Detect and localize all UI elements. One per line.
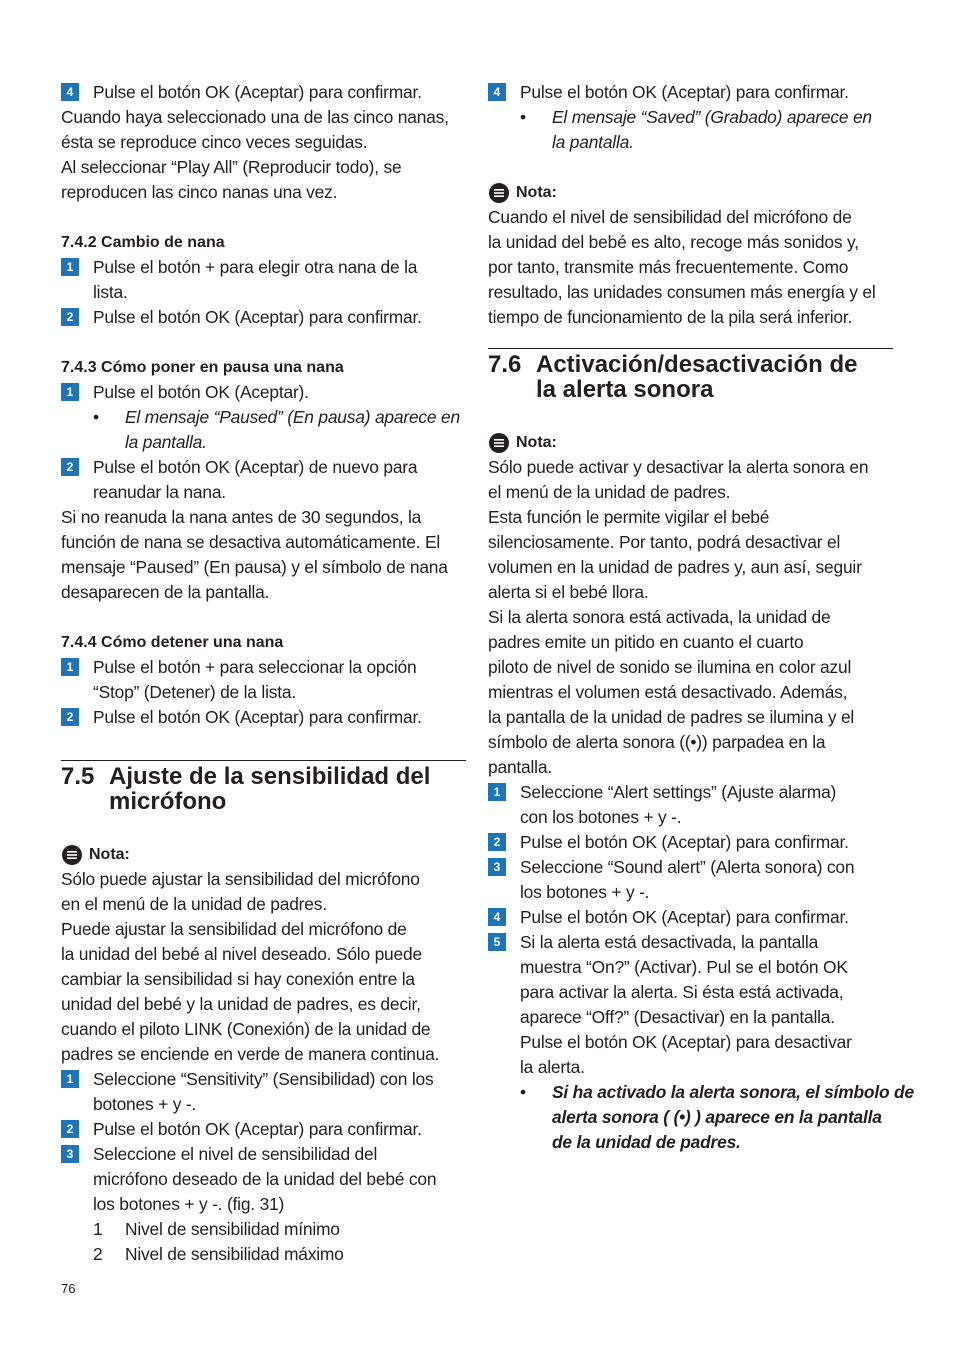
paragraph-line: Si no reanuda la nana antes de 30 segundos, la (61, 507, 422, 527)
right-column (488, 80, 914, 1155)
step-number-badge: 3 (488, 858, 506, 876)
step-number-badge: 4 (488, 908, 506, 926)
bullet-icon: • (520, 1082, 527, 1102)
bullet-icon: • (93, 407, 100, 427)
paragraph-line: la unidad del bebé al nivel deseado. Sólo puede (61, 944, 422, 964)
step-text: Pulse el botón OK (Aceptar) para desactivar (520, 1032, 852, 1052)
bullet-item (488, 1080, 914, 1155)
step-item (61, 305, 466, 330)
paragraph-line: volumen en la unidad de padres y, aun así, seguir (488, 557, 862, 577)
note-label: Nota: (516, 184, 557, 201)
paragraph-line: Esta función le permite vigilar el bebé (488, 507, 770, 527)
step-text: Pulse el botón + para seleccionar la opción (93, 657, 417, 677)
step-item (61, 455, 466, 505)
section-heading-7-4-3: 7.4.3 Cómo poner en pausa una nana (61, 359, 344, 376)
step-number-badge: 5 (488, 933, 506, 951)
sub-list-number: 2 (93, 1244, 103, 1264)
note-text: Sólo puede activar y desactivar la alerta sonora en (488, 457, 869, 477)
section-title-line: micrófono (109, 788, 227, 815)
sub-list-text: Nivel de sensibilidad mínimo (125, 1219, 340, 1239)
step-number-badge: 4 (61, 83, 79, 101)
bullet-item (61, 405, 466, 455)
step-text: Pulse el botón OK (Aceptar) para confirmar. (93, 707, 422, 727)
section-title-line: Activación/desactivación de (536, 351, 858, 378)
note-text: resultado, las unidades consumen más energía y el (488, 282, 876, 302)
note-header (488, 430, 893, 455)
step-item (61, 1142, 466, 1217)
step-text: Pulse el botón OK (Aceptar) para confirmar. (520, 907, 849, 927)
note-text: Cuando el nivel de sensibilidad del micrófono de (488, 207, 852, 227)
paragraph-line: padres se enciende en verde de manera continua. (61, 1044, 440, 1064)
step-item (61, 380, 466, 405)
paragraph-line: Puede ajustar la sensibilidad del micrófono de (61, 919, 407, 939)
section-heading-7-6 (488, 348, 893, 402)
section-number: 7.6 (488, 351, 522, 378)
step-item (61, 655, 466, 705)
step-item (488, 930, 893, 1080)
step-number-badge: 1 (61, 1070, 79, 1088)
step-item (61, 1067, 466, 1117)
paragraph-line: función de nana se desactiva automáticamente. El (61, 532, 441, 552)
paragraph-line: reproducen las cinco nanas una vez. (61, 182, 338, 202)
step-text: Pulse el botón OK (Aceptar) para confirmar. (93, 307, 422, 327)
note-text: la unidad del bebé es alto, recoge más sonidos y, (488, 232, 859, 252)
step-number-badge: 2 (61, 708, 79, 726)
step-text: muestra “On?” (Activar). Pul se el botón OK (520, 957, 848, 977)
note-text: en el menú de la unidad de padres. (61, 894, 327, 914)
step-text: Pulse el botón OK (Aceptar) para confirmar. (93, 1119, 422, 1139)
note-icon (488, 432, 510, 454)
paragraph-line: cambiar la sensibilidad si hay conexión entre la (61, 969, 415, 989)
note-text: tiempo de funcionamiento de la pila será inferior. (488, 307, 853, 327)
step-text: Seleccione “Alert settings” (Ajuste alarma) (520, 782, 837, 802)
bullet-text: la pantalla. (552, 132, 634, 152)
step-number-badge: 2 (61, 1120, 79, 1138)
section-title-line: la alerta sonora (536, 376, 714, 403)
paragraph-line: cuando el piloto LINK (Conexión) de la unidad de (61, 1019, 431, 1039)
note-icon (61, 844, 83, 866)
step-number-badge: 1 (61, 258, 79, 276)
step-text: Pulse el botón OK (Aceptar) para confirmar. (520, 832, 849, 852)
note-header (488, 180, 893, 205)
paragraph-line: piloto de nivel de sonido se ilumina en color azul (488, 657, 852, 677)
section-number: 7.5 (61, 763, 95, 790)
step-item (61, 705, 466, 730)
bullet-text: la pantalla. (125, 432, 207, 452)
step-item (488, 830, 893, 855)
step-number-badge: 2 (61, 458, 79, 476)
paragraph-line: Cuando haya seleccionado una de las cinco nanas, (61, 107, 449, 127)
paragraph-line: desaparecen de la pantalla. (61, 582, 270, 602)
section-title-line: Ajuste de la sensibilidad del (109, 763, 431, 790)
note-label: Nota: (89, 846, 130, 863)
step-text: Seleccione “Sensitivity” (Sensibilidad) con los (93, 1069, 434, 1089)
paragraph-line: alerta si el bebé llora. (488, 582, 649, 602)
sub-list-number: 1 (93, 1219, 103, 1239)
bullet-text: Si ha activado la alerta sonora, el símbolo de (552, 1082, 914, 1102)
bullet-text: El mensaje “Saved” (Grabado) aparece en (552, 107, 872, 127)
step-item (61, 1117, 466, 1142)
step-number-badge: 2 (61, 308, 79, 326)
note-header (61, 842, 466, 867)
step-text: Seleccione “Sound alert” (Alerta sonora) con (520, 857, 855, 877)
step-text: “Stop” (Detener) de la lista. (93, 682, 296, 702)
paragraph-line: Si la alerta sonora está activada, la unidad de (488, 607, 831, 627)
note-text: el menú de la unidad de padres. (488, 482, 731, 502)
step-text: aparece “Off?” (Desactivar) en la pantalla. (520, 1007, 835, 1027)
sub-list-item (61, 1217, 466, 1242)
step-item (61, 80, 466, 105)
paragraph-line: símbolo de alerta sonora ((•)) parpadea en la (488, 732, 826, 752)
paragraph-line: mientras el volumen está desactivado. Además, (488, 682, 848, 702)
page-number: 76 (61, 1281, 76, 1296)
note-icon (488, 182, 510, 204)
bullet-text: de la unidad de padres. (552, 1132, 741, 1152)
step-number-badge: 3 (61, 1145, 79, 1163)
step-number-badge: 1 (61, 658, 79, 676)
step-text: la alerta. (520, 1057, 585, 1077)
bullet-text: alerta sonora ( (•) ) aparece en la pantalla (552, 1107, 882, 1127)
step-number-badge: 2 (488, 833, 506, 851)
paragraph-line: Al seleccionar “Play All” (Reproducir todo), se (61, 157, 402, 177)
step-item (61, 255, 466, 305)
bullet-icon: • (520, 107, 527, 127)
step-text: reanudar la nana. (93, 482, 226, 502)
step-number-badge: 4 (488, 83, 506, 101)
step-text: micrófono deseado de la unidad del bebé con (93, 1169, 437, 1189)
note-text: Sólo puede ajustar la sensibilidad del micrófono (61, 869, 420, 889)
left-column (61, 80, 466, 1267)
sub-list-item (61, 1242, 466, 1267)
step-text: Pulse el botón OK (Aceptar) de nuevo para (93, 457, 418, 477)
bullet-text: El mensaje “Paused” (En pausa) aparece en (125, 407, 460, 427)
step-text: los botones + y -. (520, 882, 650, 902)
paragraph-line: silenciosamente. Por tanto, podrá desactivar el (488, 532, 841, 552)
paragraph-line: la pantalla de la unidad de padres se ilumina y el (488, 707, 855, 727)
step-text: Si la alerta está desactivada, la pantalla (520, 932, 819, 952)
step-item (488, 855, 893, 905)
step-text: los botones + y -. (fig. 31) (93, 1194, 285, 1214)
step-item (488, 905, 893, 930)
paragraph-line: mensaje “Paused” (En pausa) y el símbolo de nana (61, 557, 448, 577)
step-text: Seleccione el nivel de sensibilidad del (93, 1144, 378, 1164)
step-text: Pulse el botón OK (Aceptar). (93, 382, 309, 402)
step-item (488, 780, 893, 830)
note-label: Nota: (516, 434, 557, 451)
step-number-badge: 1 (61, 383, 79, 401)
step-text: Pulse el botón OK (Aceptar) para confirmar. (520, 82, 849, 102)
step-text: con los botones + y -. (520, 807, 682, 827)
step-item (488, 80, 893, 105)
step-number-badge: 1 (488, 783, 506, 801)
step-text: lista. (93, 282, 128, 302)
paragraph-line: ésta se reproduce cinco veces seguidas. (61, 132, 368, 152)
step-text: Pulse el botón + para elegir otra nana de la (93, 257, 418, 277)
step-text: para activar la alerta. Si ésta está activada, (520, 982, 844, 1002)
sub-list-text: Nivel de sensibilidad máximo (125, 1244, 344, 1264)
step-text: Pulse el botón OK (Aceptar) para confirmar. (93, 82, 422, 102)
section-heading-7-4-4: 7.4.4 Cómo detener una nana (61, 634, 284, 651)
paragraph-line: unidad del bebé y la unidad de padres, es decir, (61, 994, 421, 1014)
section-heading-7-4-2: 7.4.2 Cambio de nana (61, 234, 225, 251)
section-heading-7-5 (61, 760, 466, 814)
paragraph-line: pantalla. (488, 757, 552, 777)
bullet-item (488, 105, 893, 155)
step-text: botones + y -. (93, 1094, 197, 1114)
paragraph-line: padres emite un pitido en cuanto el cuarto (488, 632, 804, 652)
note-text: por tanto, transmite más frecuentemente. Como (488, 257, 849, 277)
